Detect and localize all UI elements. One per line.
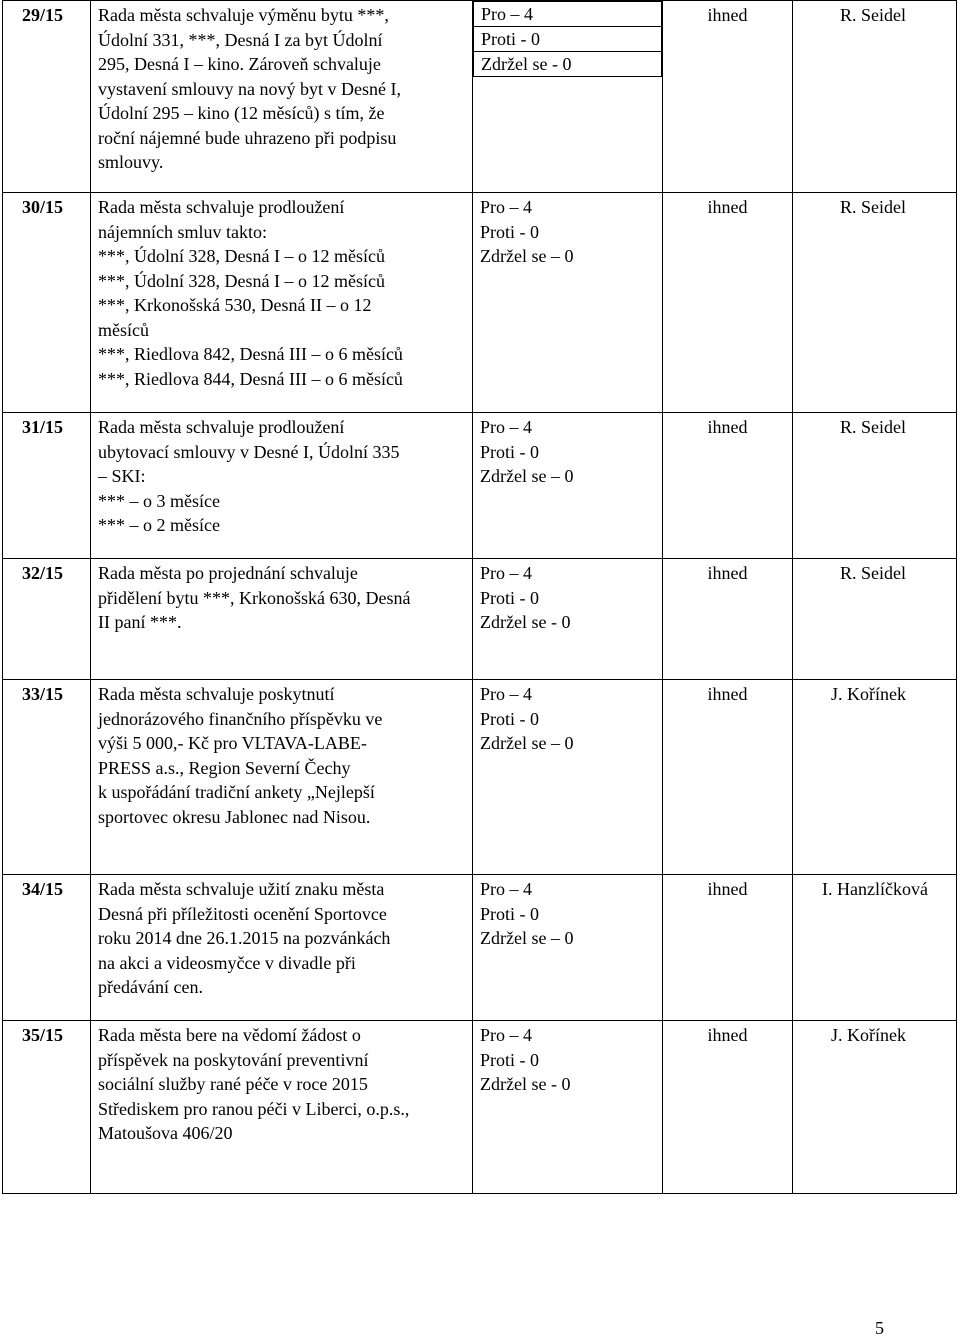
resolutions-table [2,0,957,1194]
vote-against: Proti - 0 [480,903,540,924]
resolution-text-line: ***, Údolní 328, Desná I – o 12 měsíců [98,270,385,291]
resolution-text-line: *** – o 2 měsíce [98,515,220,535]
resolution-text [91,680,473,875]
vote-result [473,875,663,1021]
resolution-text-line: výši 5 000,- Kč pro VLTAVA-LABE- [98,733,367,753]
vote-against: Proti - 0 [480,221,540,242]
vote-result [473,680,663,875]
resolution-text-line: ***, Riedlova 844, Desná III – o 6 měsíců [98,368,403,389]
term: ihned [663,1021,793,1194]
resolution-number: 29/15 [3,1,91,193]
resolution-text [91,875,473,1021]
resolution-text [91,413,473,559]
resolution-row-35-15 [3,1021,957,1194]
resolution-text-line: nájemních smluv takto: [98,221,267,242]
resolution-text-line: smlouvy. [98,152,164,172]
vote-abstain: Zdržel se – 0 [480,246,574,266]
resolution-row-31-15 [3,413,957,559]
vote-against: Proti - 0 [480,587,540,608]
resolution-row-29-15 [3,1,957,193]
resolution-text-line: Rada města schvaluje prodloužení [98,197,345,217]
resolution-text-line: přidělení bytu ***, Krkonošská 630, Desná [98,587,411,608]
resolution-text-line: k uspořádání tradiční ankety „Nejlepší [98,782,375,802]
vote-abstain: Zdržel se – 0 [480,733,574,753]
resolution-text-line: ***, Riedlova 842, Desná III – o 6 měsíců [98,344,403,364]
term: ihned [663,193,793,413]
resolution-text-line: 295, Desná I – kino. Zároveň schvaluje [98,54,381,74]
resolution-text [91,1021,473,1194]
responsible-person: R. Seidel [793,193,957,413]
vote-against: Proti - 0 [480,708,540,729]
vote-against: Proti - 0 [480,1049,540,1070]
vote-for: Pro – 4 [480,197,533,217]
resolution-text-line: předávání cen. [98,977,203,997]
resolution-text-line: roční nájemné bude uhrazeno při podpisu [98,127,397,148]
resolution-number: 33/15 [3,680,91,875]
resolution-text-line: sociální služby rané péče v roce 2015 [98,1074,368,1094]
resolution-text-line: měsíců [98,319,149,340]
resolution-text-line: Desná při příležitosti ocenění Sportovce [98,903,387,924]
vote-result [473,413,663,559]
resolution-text-line: Střediskem pro ranou péči v Liberci, o.p.s., [98,1098,410,1119]
resolution-row-32-15 [3,559,957,680]
page-number: 5 [875,1318,884,1338]
resolution-text-line: na akci a videosmyčce v divadle při [98,952,356,973]
vote-for: Pro – 4 [480,684,533,704]
resolution-text-line: *** – o 3 měsíce [98,490,220,511]
responsible-person: J. Kořínek [793,680,957,875]
responsible-person: R. Seidel [793,559,957,680]
resolution-number: 31/15 [3,413,91,559]
resolution-row-34-15 [3,875,957,1021]
resolution-text-line: Rada města bere na vědomí žádost o [98,1025,361,1045]
resolution-text-line: Rada města schvaluje poskytnutí [98,684,335,704]
resolution-text-line: ***, Krkonošská 530, Desná II – o 12 [98,295,372,315]
resolution-text-line: II paní ***. [98,612,182,632]
vote-box [473,1,662,77]
resolution-text-line: příspěvek na poskytování preventivní [98,1049,369,1070]
resolution-number: 30/15 [3,193,91,413]
responsible-person: I. Hanzlíčková [793,875,957,1021]
resolution-text-line: ***, Údolní 328, Desná I – o 12 měsíců [98,246,385,266]
vote-result [473,193,663,413]
resolution-text [91,1,473,193]
resolution-number: 34/15 [3,875,91,1021]
resolution-number: 32/15 [3,559,91,680]
vote-for: Pro – 4 [480,879,533,899]
responsible-person: R. Seidel [793,1,957,193]
resolution-text-line: Rada města schvaluje prodloužení [98,417,345,437]
resolution-number: 35/15 [3,1021,91,1194]
responsible-person: R. Seidel [793,413,957,559]
vote-result [473,559,663,680]
resolution-row-30-15 [3,193,957,413]
vote-for: Pro – 4 [480,417,533,437]
term: ihned [663,875,793,1021]
resolution-text [91,193,473,413]
vote-abstain: Zdržel se - 0 [480,1074,571,1094]
resolution-text-line: vystavení smlouvy na nový byt v Desné I, [98,78,401,99]
vote-result [473,1021,663,1194]
resolution-text-line: Rada města po projednání schvaluje [98,563,358,583]
term: ihned [663,413,793,559]
vote-against: Proti - 0 [480,441,540,462]
resolution-text-line: Údolní 331, ***, Desná I za byt Údolní [98,29,383,50]
resolution-text-line: jednorázového finančního příspěvku ve [98,708,383,729]
resolution-text-line: PRESS a.s., Region Severní Čechy [98,757,351,778]
vote-for: Pro – 4 [480,563,533,583]
resolution-text-line: Matoušova 406/20 [98,1123,233,1143]
resolution-text-line: Rada města schvaluje užití znaku města [98,879,385,899]
vote-against: Proti - 0 [474,27,661,52]
resolution-text-line: sportovec okresu Jablonec nad Nisou. [98,806,371,827]
vote-result [473,1,663,193]
term: ihned [663,1,793,193]
vote-abstain: Zdržel se - 0 [480,612,571,632]
resolution-text-line: Údolní 295 – kino (12 měsíců) s tím, že [98,103,385,123]
vote-abstain: Zdržel se - 0 [481,54,572,74]
resolution-text-line: roku 2014 dne 26.1.2015 na pozvánkách [98,928,391,948]
vote-abstain: Zdržel se – 0 [480,466,574,486]
term: ihned [663,680,793,875]
vote-for: Pro – 4 [480,1025,533,1045]
resolution-text [91,559,473,680]
term: ihned [663,559,793,680]
resolution-text-line: – SKI: [98,466,146,486]
resolution-text-line: Rada města schvaluje výměnu bytu ***, [98,5,389,25]
resolution-text-line: ubytovací smlouvy v Desné I, Údolní 335 [98,441,400,462]
resolutions-table-body [3,1,957,1194]
responsible-person: J. Kořínek [793,1021,957,1194]
vote-for: Pro – 4 [474,2,661,27]
resolution-row-33-15 [3,680,957,875]
vote-abstain: Zdržel se – 0 [480,928,574,948]
